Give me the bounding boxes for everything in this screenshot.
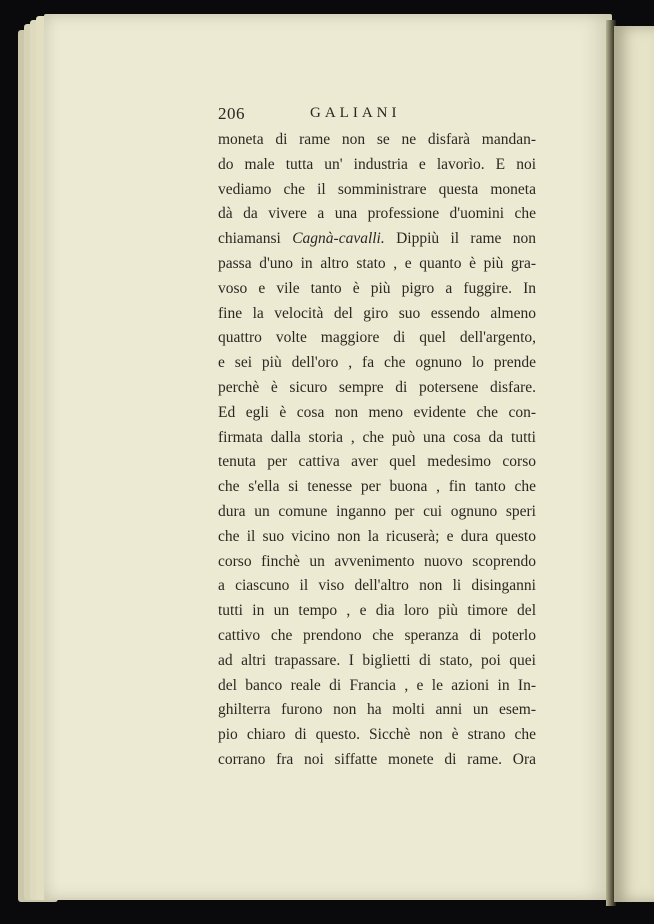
text-line: che il suo vicino non la ricuserà; e dura questo — [218, 527, 536, 545]
text-line: a ciascuno il viso dell'altro non li disinganni — [218, 577, 536, 595]
page-number: 206 — [218, 104, 245, 123]
text-line: voso e vile tanto è più pigro a fuggire. In — [218, 279, 536, 297]
text-line: passa d'uno in altro stato , e quanto è più gra- — [218, 254, 536, 272]
text-line: vediamo che il somministrare questa moneta — [218, 180, 536, 198]
text-line: ghilterra furono non ha molti anni un esem- — [218, 701, 536, 719]
right-page-edge — [614, 26, 654, 902]
text-line: tenuta per cattiva aver quel medesimo corso — [218, 453, 536, 471]
text-segment: Dippiù il rame non — [384, 230, 536, 248]
text-line: fine la velocità del giro suo essendo almeno — [218, 304, 536, 322]
text-line: cattivo che prendono che speranza di poterlo — [218, 626, 536, 644]
text-segment: chiamansi — [218, 230, 293, 248]
text-line: dà da vivere a una professione d'uomini che — [218, 205, 536, 223]
body-text — [218, 128, 536, 773]
running-head: GALIANI — [310, 105, 401, 121]
text-line: firmata dalla storia , che può una cosa da tutti — [218, 428, 536, 446]
text-line — [218, 227, 536, 252]
text-line: e sei più dell'oro , fa che ognuno lo prende — [218, 354, 536, 372]
text-line: dura un comune inganno per cui ognuno speri — [218, 502, 536, 520]
text-line: Ed egli è cosa non meno evidente che con- — [218, 403, 536, 421]
page-header — [218, 104, 518, 128]
text-line: quattro volte maggiore di quel dell'argento, — [218, 329, 536, 347]
text-line: do male tutta un' industria e lavorìo. E noi — [218, 155, 536, 173]
text-line: che s'ella si tenesse per buona , fin tanto che — [218, 478, 536, 496]
italic-term: Cagnà-cavalli. — [292, 230, 385, 248]
text-line: corrano fra noi siffatte monete di rame. Ora — [218, 750, 536, 768]
text-line: tutti in un tempo , e dia loro più timore del — [218, 602, 536, 620]
text-line: moneta di rame non se ne disfarà mandan- — [218, 131, 536, 148]
text-line: pio chiaro di questo. Sicchè non è strano che — [218, 726, 536, 744]
text-line: corso finchè un avvenimento nuovo scoprendo — [218, 552, 536, 570]
text-line: perchè è sicuro sempre di potersene disfare. — [218, 378, 536, 396]
text-line: ad altri trapassare. I biglietti di stato, poi quei — [218, 651, 536, 669]
text-line: del banco reale di Francia , e le azioni in In- — [218, 676, 536, 694]
